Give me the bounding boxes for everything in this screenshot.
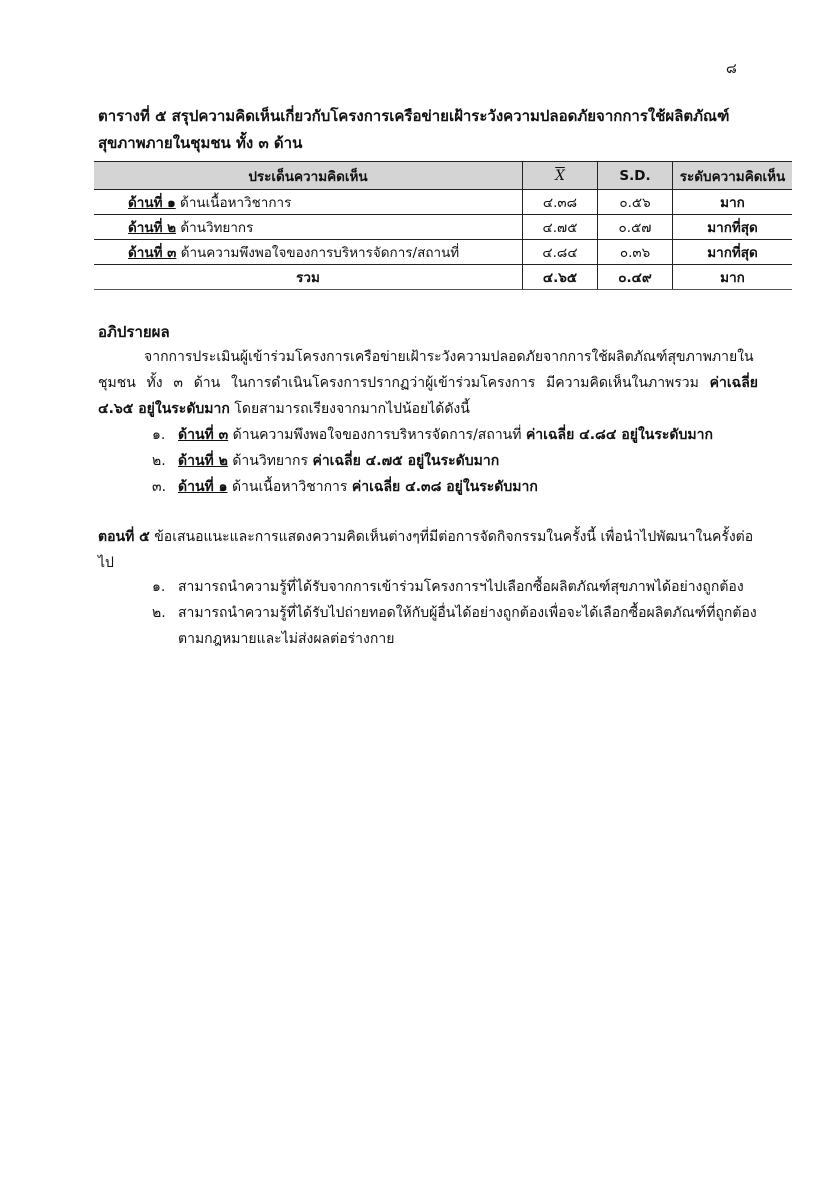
discussion-summary: ค่าเฉลี่ย ๔.๖๕ อยู่ในระดับมาก <box>98 375 758 417</box>
aspect-prefix: ด้านที่ ๓ <box>178 427 229 443</box>
table-title: ตารางที่ ๕ สรุปความคิดเห็นเกี่ยวกับโครงการเครือข่ายเฝ้าระวังความปลอดภัยจากการใช้ผลิตภัณฑ์สุขภาพภายในชุมชน ทั้ง ๓ ด้าน <box>98 107 730 152</box>
aspect-prefix: ด้านที่ ๓ <box>128 245 177 261</box>
header-issue: ประเด็นความคิดเห็น <box>94 162 523 190</box>
aspect-result: ค่าเฉลี่ย ๔.๓๘ อยู่ในระดับมาก <box>351 479 538 495</box>
row-mean: ๔.๓๘ <box>523 190 598 215</box>
aspect-label: ด้านวิทยากร <box>232 453 308 469</box>
suggestion-text: สามารถนำความรู้ที่ได้รับไปถ่ายทอดให้กับผู้อื่นได้อย่างถูกต้องเพื่อจะได้เลือกซื้อผลิตภัณฑ์ที่ถูกต้องตามกฎหมายและไม่ส่งผลต่อร่างกาย <box>178 605 757 647</box>
aspect-prefix: ด้านที่ ๒ <box>178 453 228 469</box>
aspect-label: ด้านเนื้อหาวิชาการ <box>231 479 348 495</box>
list-item <box>152 600 772 652</box>
total-level: มาก <box>673 265 793 290</box>
row-level: มากที่สุด <box>673 215 793 240</box>
aspect-result: ค่าเฉลี่ย ๔.๘๔ อยู่ในระดับมาก <box>525 427 713 443</box>
discussion-text-end: โดยสามารถเรียงจากมากไปน้อยได้ดังนี้ <box>234 401 470 417</box>
table-row <box>94 190 792 215</box>
aspect-label: ด้านความพึงพอใจของการบริหารจัดการ/สถานที่ <box>180 245 460 261</box>
total-sd: ๐.๔๙ <box>598 265 673 290</box>
row-issue <box>94 190 523 215</box>
table-row <box>94 215 792 240</box>
item-number: ๒. <box>152 453 166 469</box>
item-number: ๑. <box>152 579 166 595</box>
aspect-label: ด้านวิทยากร <box>180 220 254 236</box>
summary-table <box>94 161 792 290</box>
row-level: มากที่สุด <box>673 240 793 265</box>
suggestion-text: สามารถนำความรู้ที่ได้รับจากการเข้าร่วมโครงการฯไปเลือกซื้อผลิตภัณฑ์สุขภาพได้อย่างถูกต้อง <box>178 579 744 595</box>
item-number: ๑. <box>152 427 166 443</box>
item-number: ๓. <box>152 479 167 495</box>
aspect-label: ด้านความพึงพอใจของการบริหารจัดการ/สถานที่ <box>232 427 522 443</box>
table-header-row <box>94 162 792 190</box>
aspect-prefix: ด้านที่ ๒ <box>128 220 177 236</box>
row-level: มาก <box>673 190 793 215</box>
aspect-prefix: ด้านที่ ๑ <box>178 479 228 495</box>
header-sd: S.D. <box>598 162 673 190</box>
row-mean: ๔.๗๕ <box>523 215 598 240</box>
table-total-row <box>94 265 792 290</box>
page-number: ๘ <box>726 61 737 77</box>
row-sd: ๐.๓๖ <box>598 240 673 265</box>
discussion-heading: อภิปรายผล <box>98 323 170 341</box>
total-label: รวม <box>94 265 523 290</box>
discussion-text: จากการประเมินผู้เข้าร่วมโครงการเครือข่ายเฝ้าระวังความปลอดภัยจากการใช้ผลิตภัณฑ์สุขภาพภายในชุมชน ทั้ง ๓ ด้าน ในการดำเนินโครงการปรากฏว่าผู้เข้าร่วมโครงการ มีความคิดเห็นในภาพรวม <box>98 349 754 391</box>
list-item <box>152 474 772 500</box>
list-item <box>152 574 772 600</box>
part5-heading: ตอนที่ ๕ <box>98 529 150 545</box>
part5-paragraph <box>98 524 758 576</box>
list-item <box>152 448 772 474</box>
discussion-paragraph <box>98 344 758 422</box>
row-issue <box>94 240 523 265</box>
header-level: ระดับความคิดเห็น <box>673 162 793 190</box>
header-mean <box>523 162 598 190</box>
aspect-result: ค่าเฉลี่ย ๔.๗๕ อยู่ในระดับมาก <box>312 453 500 469</box>
total-mean: ๔.๖๕ <box>523 265 598 290</box>
table-row <box>94 240 792 265</box>
part5-text: ข้อเสนอแนะและการแสดงความคิดเห็นต่างๆที่มีต่อการจัดกิจกรรมในครั้งนี้ เพื่อนำไปพัฒนาในครั้งต่อไป <box>98 529 754 571</box>
suggestion-list <box>152 574 772 652</box>
row-mean: ๔.๘๔ <box>523 240 598 265</box>
aspect-label: ด้านเนื้อหาวิชาการ <box>180 195 292 211</box>
ranking-list <box>152 422 772 500</box>
row-sd: ๐.๕๗ <box>598 215 673 240</box>
item-number: ๒. <box>152 605 166 621</box>
row-sd: ๐.๕๖ <box>598 190 673 215</box>
list-item <box>152 422 772 448</box>
mean-symbol: $\overline{X}$ <box>555 167 565 184</box>
aspect-prefix: ด้านที่ ๑ <box>128 195 176 211</box>
row-issue <box>94 215 523 240</box>
